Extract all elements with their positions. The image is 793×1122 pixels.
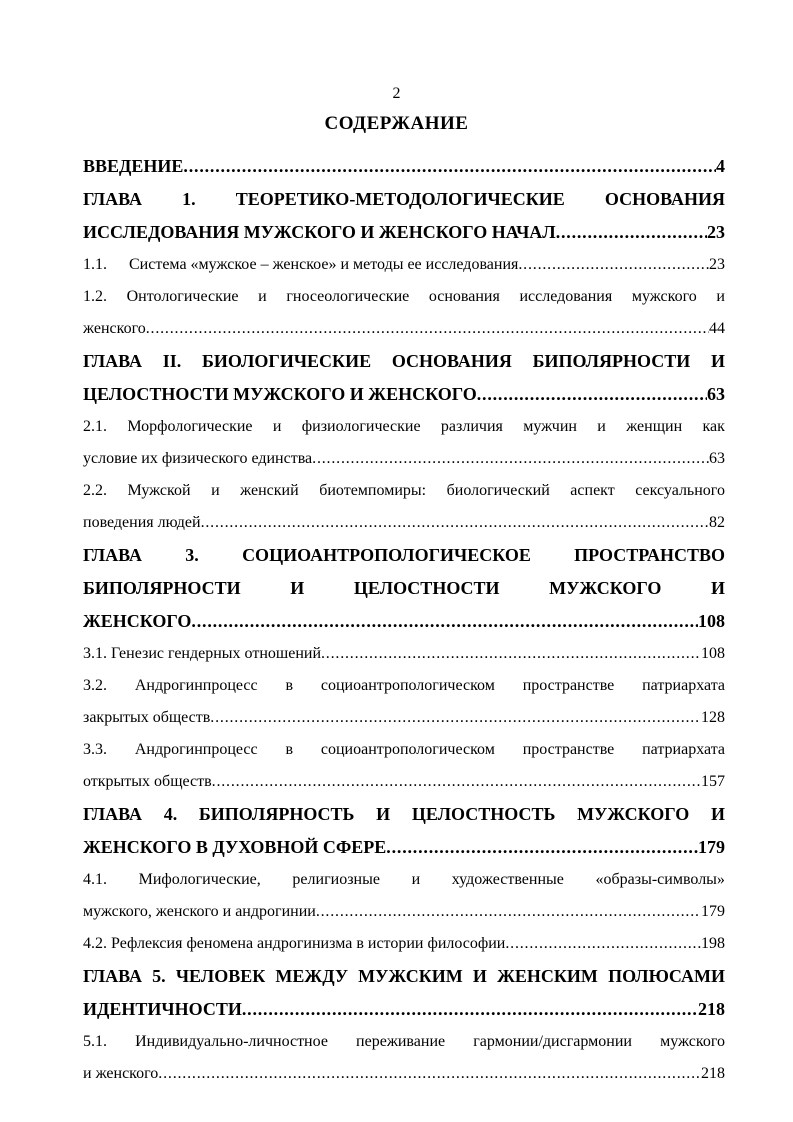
toc-entry-title: ВВЕДЕНИЕ <box>83 156 184 176</box>
toc-page-number: 108 <box>701 645 725 662</box>
dot-leader <box>242 993 698 1026</box>
toc-word: исследования <box>519 288 613 305</box>
dot-leader <box>556 216 707 249</box>
toc-entry-title: ИССЛЕДОВАНИЯ МУЖСКОГО И ЖЕНСКОГО НАЧАЛ <box>83 222 556 242</box>
toc-word: социоантропологическом <box>320 677 495 694</box>
toc-word: физиологические <box>301 418 421 435</box>
toc-chapter-line <box>83 539 725 572</box>
toc-word: 1. <box>182 189 196 209</box>
toc-word: Онтологические <box>126 288 239 305</box>
toc-word: ГЛАВА <box>83 545 143 565</box>
toc-chapter-line <box>83 572 725 605</box>
toc-word: и <box>716 288 725 305</box>
toc-page-number: 128 <box>701 709 725 726</box>
page-number: 2 <box>392 85 401 102</box>
toc-word: СОЦИОАНТРОПОЛОГИЧЕСКОЕ <box>242 545 531 565</box>
toc-word: аспект <box>570 482 615 499</box>
toc-word: 2.2. <box>83 482 107 499</box>
toc-word: и <box>258 288 267 305</box>
toc-entry-title: женского <box>83 320 146 337</box>
toc-section-line <box>83 702 725 734</box>
toc-section-line <box>83 928 725 960</box>
toc-entry-title: условие их физического единства <box>83 450 313 467</box>
toc-word: ГЛАВА <box>83 351 143 371</box>
toc-section-line <box>83 507 725 539</box>
toc-page-number: 23 <box>707 222 725 242</box>
dot-leader <box>316 896 701 928</box>
toc-section-line <box>83 896 725 928</box>
toc-word: БИПОЛЯРНОСТЬ <box>198 804 355 824</box>
toc-section-line <box>83 734 725 766</box>
toc-entry-title: мужского, женского и андрогинии <box>83 903 316 920</box>
toc-word: Индивидуально-личностное <box>135 1033 328 1050</box>
toc-word: ГЛАВА <box>83 804 143 824</box>
toc-entry-title: ИДЕНТИЧНОСТИ <box>83 999 242 1019</box>
toc-word: И <box>710 351 725 371</box>
dot-leader <box>505 928 701 960</box>
toc-entry-title: ЖЕНСКОГО В ДУХОВНОЙ СФЕРЕ <box>83 837 387 857</box>
dot-leader <box>201 507 709 539</box>
toc-word: БИПОЛЯРНОСТИ <box>532 351 691 371</box>
toc-section-line <box>83 313 725 345</box>
toc-word: МЕЖДУ <box>275 966 349 986</box>
toc-word: ЧЕЛОВЕК <box>175 966 266 986</box>
toc-word: биотемпомиры: <box>319 482 427 499</box>
toc-word: ПРОСТРАНСТВО <box>574 545 725 565</box>
toc-word: 3. <box>185 545 199 565</box>
toc-entry-title: ЦЕЛОСТНОСТИ МУЖСКОГО И ЖЕНСКОГО <box>83 384 477 404</box>
toc-word: и <box>272 418 282 435</box>
toc-word: ТЕОРЕТИКО-МЕТОДОЛОГИЧЕСКИЕ <box>235 189 565 209</box>
dot-leader <box>518 249 709 281</box>
toc-page-number: 63 <box>707 384 725 404</box>
toc-section-line <box>83 1026 725 1058</box>
toc-entry-title: и женского <box>83 1065 159 1082</box>
toc-word: ГЛАВА <box>83 189 143 209</box>
toc-word: ОСНОВАНИЯ <box>604 189 725 209</box>
toc-word: биологический <box>446 482 550 499</box>
toc-entry-title: поведения людей <box>83 514 201 531</box>
toc-word: «образы-символы» <box>595 871 725 888</box>
toc-word: женщин <box>626 418 683 435</box>
toc-word: сексуального <box>635 482 725 499</box>
toc-word: религиозные <box>292 871 380 888</box>
toc-word: патриархата <box>642 677 725 694</box>
toc-section-line <box>83 864 725 896</box>
toc-word: патриархата <box>642 741 725 758</box>
dot-leader <box>212 766 701 798</box>
toc-word: 4. <box>163 804 178 824</box>
toc-word: различия <box>440 418 503 435</box>
dot-leader <box>321 638 701 670</box>
toc-section-line <box>83 1058 725 1090</box>
toc-word: БИПОЛЯРНОСТИ <box>83 578 241 598</box>
toc-word: художественные <box>451 871 564 888</box>
toc-word: И <box>290 578 305 598</box>
toc-page-number: 198 <box>701 935 725 952</box>
toc-section-line <box>83 766 725 798</box>
dot-leader <box>183 150 716 183</box>
toc-chapter-line <box>83 150 725 183</box>
toc-word: II. <box>162 351 182 371</box>
toc-word: И <box>710 578 725 598</box>
page-title: СОДЕРЖАНИЕ <box>324 113 469 134</box>
toc-chapter-line <box>83 993 725 1026</box>
toc-word: И <box>376 804 391 824</box>
dot-leader <box>386 831 698 864</box>
dot-leader <box>158 1058 701 1090</box>
toc-word: ГЛАВА <box>83 966 143 986</box>
toc-word: ОСНОВАНИЯ <box>391 351 512 371</box>
toc-word: 5. <box>152 966 166 986</box>
toc-page-number: 218 <box>698 999 725 1019</box>
toc-word: 4.1. <box>83 871 107 888</box>
toc-word: Андрогинпроцесс <box>134 741 258 758</box>
toc-page-number: 157 <box>701 773 725 790</box>
toc-word: 3.2. <box>83 677 107 694</box>
toc-word: И <box>710 804 725 824</box>
toc-page-number: 82 <box>709 514 725 531</box>
toc-page-number: 218 <box>701 1065 725 1082</box>
toc-word: и <box>411 871 421 888</box>
toc-section-line <box>83 638 725 670</box>
toc-word: ЖЕНСКИМ <box>497 966 598 986</box>
toc-word: Мужской <box>127 482 191 499</box>
toc-section-line <box>83 411 725 443</box>
toc-word: Морфологические <box>127 418 253 435</box>
toc-word: и <box>597 418 606 435</box>
toc-word: как <box>702 418 725 435</box>
toc-section-number: 1.1. <box>83 256 107 273</box>
toc-word: ПОЛЮСАМИ <box>608 966 725 986</box>
dot-leader <box>191 605 698 638</box>
toc-word: 3.3. <box>83 741 107 758</box>
toc-word: в <box>285 677 294 694</box>
toc-word: МУЖСКОГО <box>549 578 662 598</box>
toc-word: 5.1. <box>83 1033 107 1050</box>
toc-page-number: 179 <box>698 837 725 857</box>
toc-chapter-line <box>83 378 725 411</box>
toc-section-line <box>83 670 725 702</box>
toc-entry-title: открытых обществ <box>83 773 212 790</box>
dot-leader <box>210 702 701 734</box>
toc-entry-title: 3.1. Генезис гендерных отношений <box>83 645 321 662</box>
toc-entry-title: Система «мужское – женское» и методы ее исследования <box>129 256 519 273</box>
toc-section-line <box>83 475 725 507</box>
toc-entry-title: ЖЕНСКОГО <box>83 611 192 631</box>
toc-word: Андрогинпроцесс <box>134 677 258 694</box>
toc-word: 1.2. <box>83 288 107 305</box>
toc-chapter-line <box>83 216 725 249</box>
toc-page-number: 23 <box>709 256 725 273</box>
toc-entry-title: 4.2. Рефлексия феномена андрогинизма в истории философии <box>83 935 506 952</box>
toc-word: социоантропологическом <box>320 741 495 758</box>
toc-word: Мифологические, <box>138 871 261 888</box>
toc-section-line <box>83 443 725 475</box>
dot-leader <box>146 313 709 345</box>
toc-entry-title: закрытых обществ <box>83 709 211 726</box>
toc-section-line <box>83 249 725 281</box>
toc-word: БИОЛОГИЧЕСКИЕ <box>201 351 372 371</box>
toc-word: гармонии/дисгармонии <box>473 1033 632 1050</box>
toc-page-number: 4 <box>716 156 725 176</box>
toc-word: переживание <box>356 1033 446 1050</box>
toc-chapter-line <box>83 345 725 378</box>
toc-chapter-line <box>83 831 725 864</box>
toc-chapter-line <box>83 960 725 993</box>
dot-leader <box>312 443 709 475</box>
toc-page-number: 108 <box>698 611 725 631</box>
toc-word: в <box>285 741 294 758</box>
toc-word: ЦЕЛОСТНОСТИ <box>353 578 500 598</box>
toc-word: и <box>211 482 220 499</box>
toc-word: пространстве <box>522 677 615 694</box>
toc-word: МУЖСКИМ <box>358 966 463 986</box>
toc-word: пространстве <box>522 741 615 758</box>
toc-page-number: 179 <box>701 903 725 920</box>
toc-chapter-line <box>83 605 725 638</box>
toc-word: мужского <box>631 288 697 305</box>
toc-word: И <box>472 966 487 986</box>
toc-section-line <box>83 281 725 313</box>
toc-chapter-line <box>83 798 725 831</box>
table-of-contents <box>83 150 725 1090</box>
toc-word: мужского <box>660 1033 725 1050</box>
dot-leader <box>477 378 707 411</box>
toc-word: МУЖСКОГО <box>577 804 690 824</box>
toc-chapter-line <box>83 183 725 216</box>
toc-page-number: 63 <box>709 450 725 467</box>
toc-word: мужчин <box>523 418 577 435</box>
toc-word: женский <box>240 482 299 499</box>
toc-word: ЦЕЛОСТНОСТЬ <box>411 804 556 824</box>
toc-word: 2.1. <box>83 418 107 435</box>
toc-word: основания <box>428 288 500 305</box>
toc-word: гносеологические <box>286 288 410 305</box>
toc-page-number: 44 <box>709 320 725 337</box>
